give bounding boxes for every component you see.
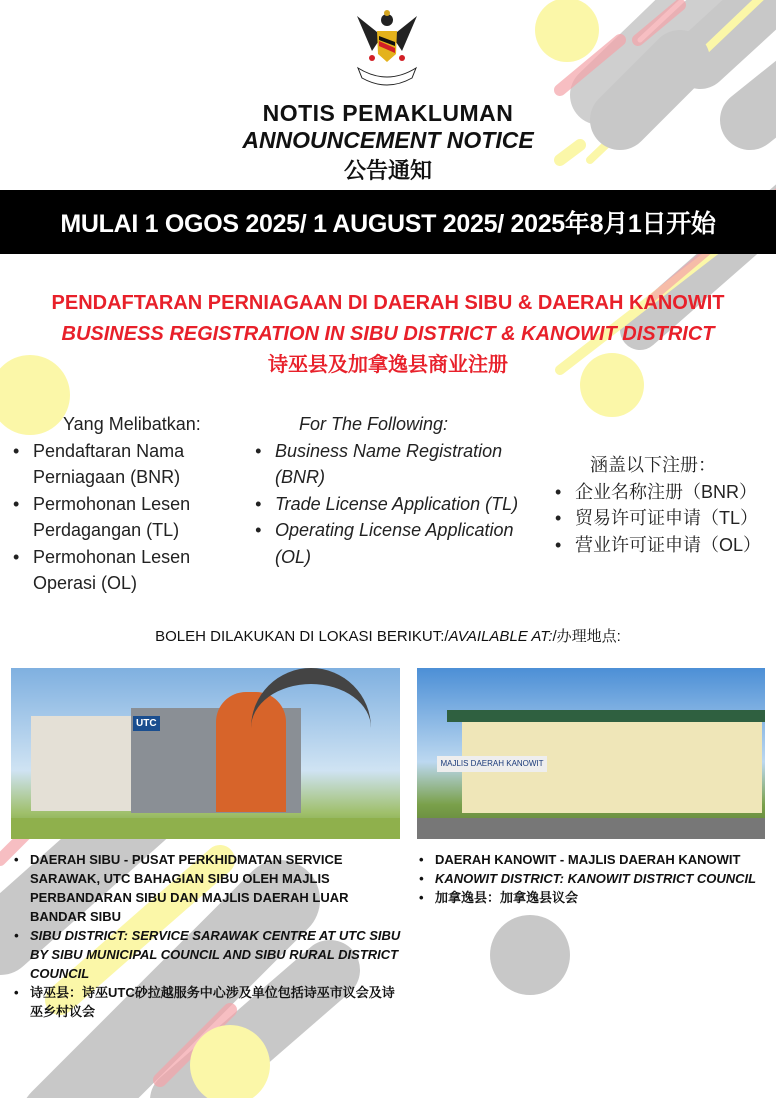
available-at-label (0, 625, 776, 646)
utc-sign: UTC (133, 716, 160, 731)
list-item: • Trade License Application (TL) (253, 491, 528, 518)
list-heading: 涵盖以下注册： (590, 455, 716, 475)
list-item: • Operating License Application (OL) (253, 517, 528, 570)
services-list-english (253, 411, 528, 570)
list-item: • 加拿逸县：加拿逸县议会 (417, 888, 772, 907)
sarawak-crest-logo (352, 6, 422, 88)
photo-utc-sibu (11, 668, 400, 839)
headline-english: BUSINESS REGISTRATION IN SIBU DISTRICT & KANOWIT DISTRICT (61, 323, 715, 345)
available-english: AVAILABLE AT: (448, 628, 553, 645)
list-heading: For The Following: (299, 414, 449, 434)
headline (0, 288, 776, 381)
list-item: • KANOWIT DISTRICT: KANOWIT DISTRICT COUNCIL (417, 869, 772, 888)
list-item: • 营业许可证申请（OL） (553, 532, 776, 559)
kanowit-sign: MAJLIS DAERAH KANOWIT (437, 756, 547, 772)
kanowit-location-list (417, 850, 772, 907)
headline-malay: PENDAFTARAN PERNIAGAAN DI DAERAH SIBU & DAERAH KANOWIT (51, 292, 725, 314)
available-malay: BOLEH DILAKUKAN DI LOKASI BERIKUT:/ (155, 628, 449, 645)
list-item: • 企业名称注册（BNR） (553, 479, 776, 506)
list-item: • Permohonan Lesen Perdagangan (TL) (11, 491, 231, 544)
photo-kanowit-council (417, 668, 765, 839)
list-item: • Business Name Registration (BNR) (253, 438, 528, 491)
title-english: ANNOUNCEMENT NOTICE (242, 127, 534, 153)
available-chinese: /办理地点: (552, 628, 621, 645)
services-list-malay (11, 411, 231, 597)
notice-title (0, 100, 776, 185)
list-item: • DAERAH SIBU - PUSAT PERKHIDMATAN SERVICE SARAWAK, UTC BAHAGIAN SIBU OLEH MAJLIS PERBANDARAN SIBU DAN MAJLIS DAERAH LUAR BANDAR SIBU (12, 850, 402, 926)
list-item: • Permohonan Lesen Operasi (OL) (11, 544, 231, 597)
headline-chinese: 诗巫县及加拿逸县商业注册 (268, 354, 508, 376)
title-malay: NOTIS PEMAKLUMAN (262, 100, 514, 126)
list-item: • 贸易许可证申请（TL） (553, 505, 776, 532)
sibu-location-list (12, 850, 402, 1021)
list-item: • DAERAH KANOWIT - MAJLIS DAERAH KANOWIT (417, 850, 772, 869)
list-heading: Yang Melibatkan: (63, 414, 201, 434)
list-item: • 诗巫县：诗巫UTC砂拉越服务中心涉及单位包括诗巫市议会及诗巫乡村议会 (12, 983, 402, 1021)
list-item: • SIBU DISTRICT: SERVICE SARAWAK CENTRE AT UTC SIBU BY SIBU MUNICIPAL COUNCIL AND SIBU RURAL DISTRICT COUNCIL (12, 926, 402, 983)
services-list-chinese (553, 452, 776, 558)
date-banner: MULAI 1 OGOS 2025/ 1 AUGUST 2025/ 2025年8月1日开始 (0, 190, 776, 254)
list-item: • Pendaftaran Nama Perniagaan (BNR) (11, 438, 231, 491)
title-chinese: 公告通知 (343, 158, 432, 183)
